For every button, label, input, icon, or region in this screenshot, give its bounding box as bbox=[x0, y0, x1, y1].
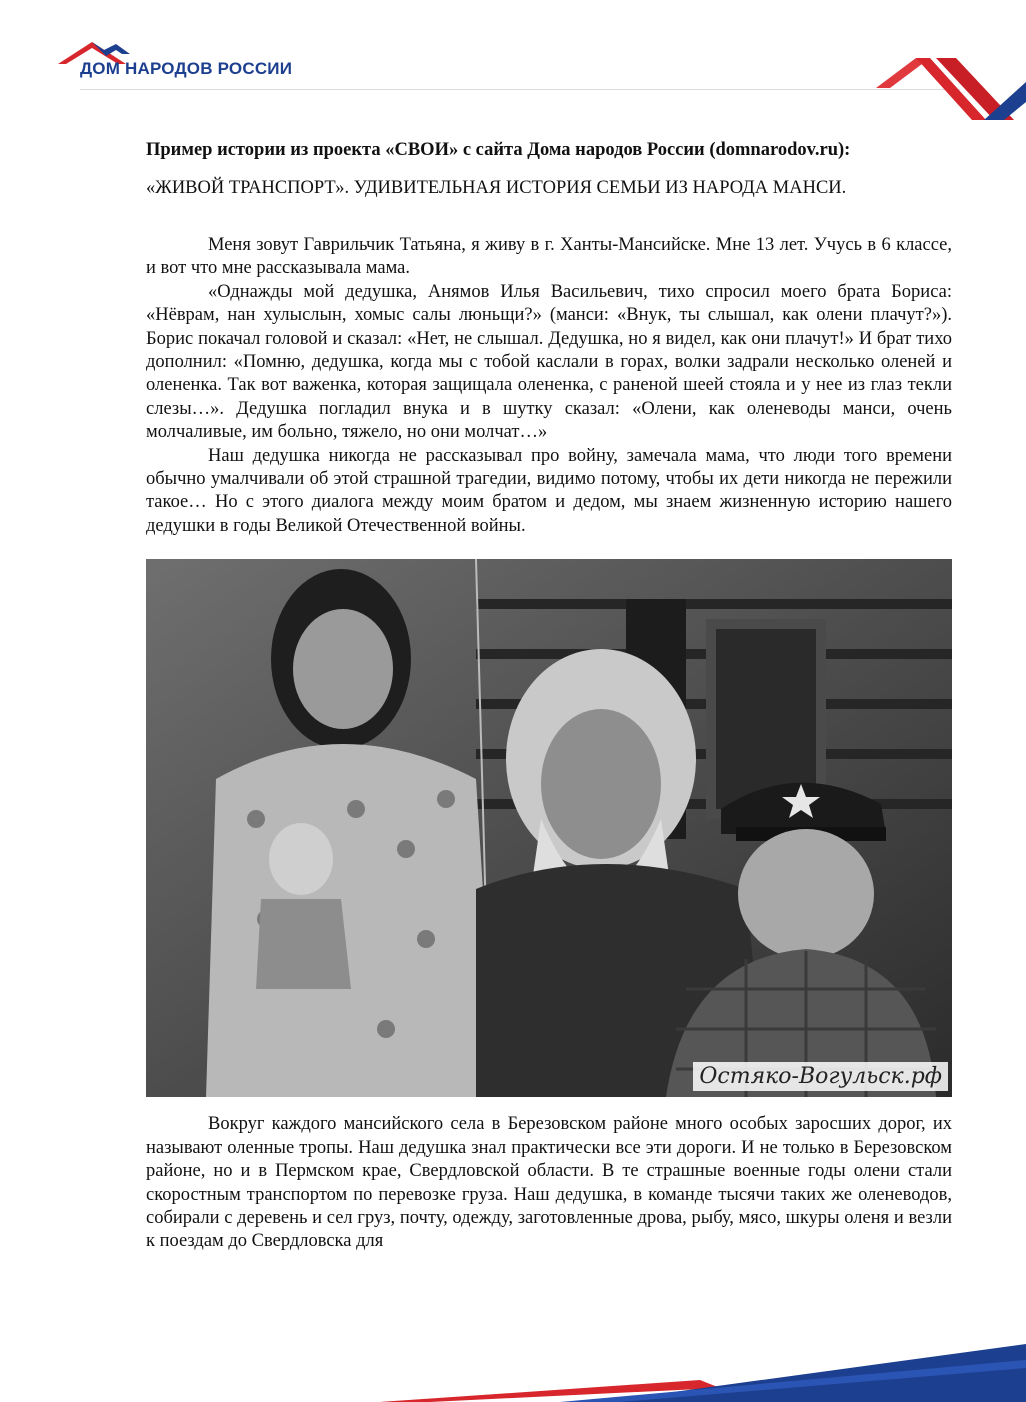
paragraph: «Однажды мой дедушка, Анямов Илья Васильевич, тихо спросил моего брата Бориса: «Нёврам, нан хулыслын, хомыс салы люньщи?» (манси: «Внук, ты слышал, как олени плачут?»). Борис покачал головой и сказал: «Нет, не слышал. Дедушка, но я видел, как они плачут!» И брат тихо дополнил: «Помню, дедушка, когда мы с тобой каслали в горах, волки задрали несколько оленей и олененка. Так вот важенка, которая защищала олененка, с раненой шеей стояла и у нее из глаз текли слезы…». Дедушка погладил внука и в шутку сказал: «Олени, как оленеводы манси, очень молчаливые, им больно, тяжело, но они молчат…» bbox=[146, 281, 952, 443]
header-divider bbox=[80, 89, 960, 90]
photo-watermark: Остяко-Вогульск.рф bbox=[693, 1062, 948, 1091]
paragraph: Вокруг каждого мансийского села в Березовском районе много особых заросших дорог, их называют оленные тропы. Наш дедушка знал практически все эти дороги. И не только в Березовском районе, но и в Пермском крае, Свердловской области. В те страшные военные годы олени стали скоростным транспортом по перевозке груза. Наш дедушка, в команде тысячи таких же оленеводов, собирали с деревень и сел груз, почту, одежду, заготовленные дрова, рыбу, мясо, шкуры оленя и везли к поездам до Свердловска для bbox=[146, 1114, 952, 1252]
story-text-block bbox=[146, 234, 952, 538]
paragraph: Наш дедушка никогда не рассказывал про войну, замечала мама, что люди того времени обычно умалчивали об этой страшной трагедии, видимо потому, чтобы их дети никогда не пережили такое… Но с этого диалога между моим братом и дедом, мы знаем жизненную историю нашего дедушки в годы Великой Отечественной войны. bbox=[146, 445, 952, 536]
story-title: «ЖИВОЙ ТРАНСПОРТ». УДИВИТЕЛЬНАЯ ИСТОРИЯ СЕМЬИ ИЗ НАРОДА МАНСИ. bbox=[146, 178, 847, 198]
family-photo-illustration bbox=[146, 559, 952, 1097]
document-body bbox=[146, 138, 952, 1254]
family-photo bbox=[146, 559, 952, 1097]
corner-ribbon-decoration bbox=[866, 54, 1026, 126]
footer-ribbon-decoration bbox=[0, 1332, 1026, 1402]
logo-text: ДОМ НАРОДОВ РОССИИ bbox=[80, 59, 293, 78]
paragraph: Меня зовут Гаврильчик Татьяна, я живу в г. Ханты-Мансийске. Мне 13 лет. Учусь в 6 классе, и вот что мне рассказывала мама. bbox=[146, 235, 952, 279]
story-text-continued bbox=[146, 1113, 952, 1253]
intro-line: Пример истории из проекта «СВОИ» с сайта Дома народов России (domnarodov.ru): bbox=[146, 140, 851, 160]
